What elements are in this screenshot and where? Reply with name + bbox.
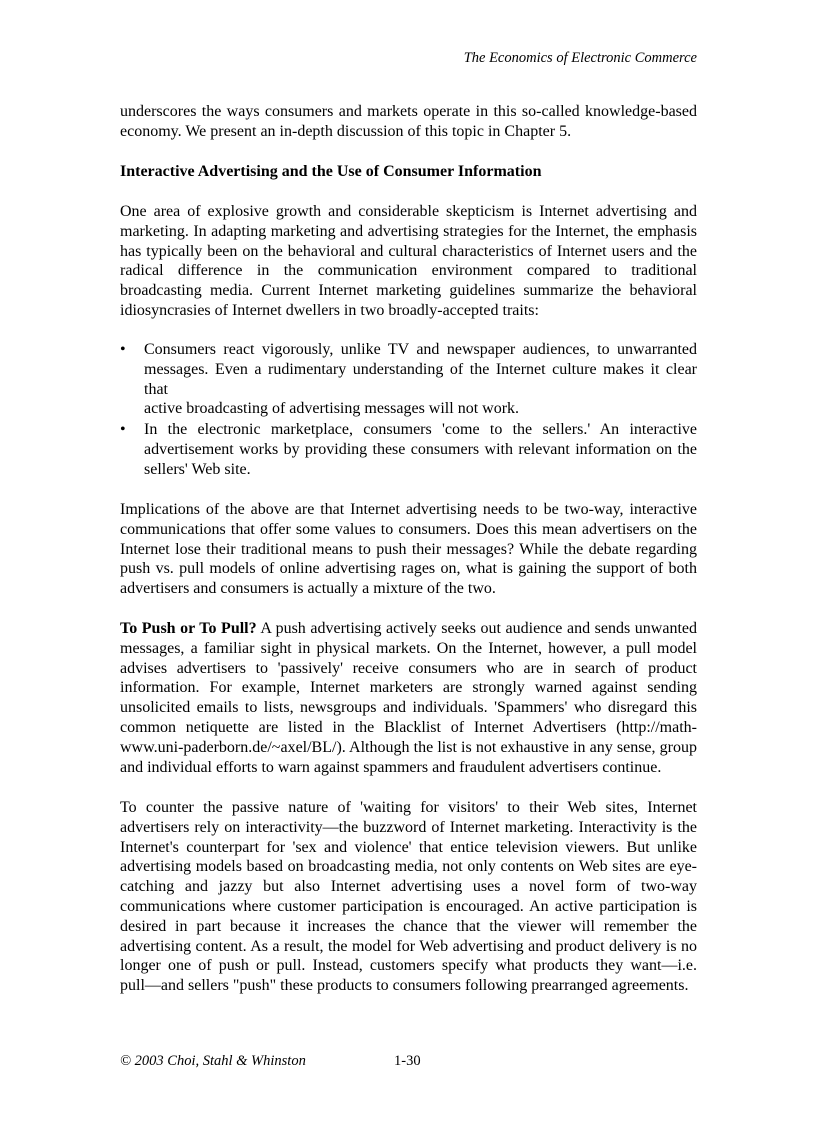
line: economy. We present an in-depth discussion of this topic in Chapter 5. [120,122,572,140]
line: information. For example, Internet marketers are strongly warned against sending [120,679,697,697]
line: advises advertisers to 'passively' receive consumers who are in search of product [120,659,697,677]
line: unsolicited emails to lists, newsgroups and individuals. 'Spammers' who disregard this [120,699,697,717]
line: underscores the ways consumers and markets operate in this so-called knowledge-based [120,103,697,120]
line: common netiquette are listed in the Blacklist of Internet Advertisers (http://math- [120,718,697,736]
line: sellers' Web site. [144,460,251,478]
line: push vs. pull models of online advertising rages on, what is gaining the support of both [120,560,697,578]
line: active broadcasting of advertising messages will not work. [144,400,520,418]
bullet-icon: • [120,341,126,358]
line-text: A push advertising actively seeks out audience and sends unwanted [256,620,698,637]
section-heading: Interactive Advertising and the Use of Consumer Information [120,163,542,180]
line: marketing. In adapting marketing and advertising strategies for the Internet, the emphasis [120,222,697,240]
line: communications where customer participation is encouraged. An active participation is [120,897,697,915]
paragraph-advertising [120,202,697,321]
line: advertisers rely on interactivity—the buzzword of Internet marketing. Interactivity is the [120,818,697,836]
line: idiosyncrasies of Internet dwellers in two broadly-accepted traits: [120,301,539,319]
line: has typically been on the behavioral and cultural characteristics of Internet users and the [120,242,697,260]
line: catching and jazzy but also Internet advertising uses a novel form of two-way [120,878,697,896]
line: Implications of the above are that Internet advertising needs to be two-way, interactive [120,501,697,518]
line: messages. Even a rudimentary understanding of the Internet culture makes it clear that [144,360,697,398]
bullet-item-2 [120,420,697,479]
run-in-heading: To Push or To Pull? [120,620,257,637]
paragraph-intro [120,102,697,142]
line: radical difference in the communication environment compared to traditional [120,262,697,280]
line: Internet's counterpart for 'sex and violence' that entice television viewers. But unlike [120,838,697,856]
line [120,619,697,639]
line: advertising content. As a result, the model for Web advertising and product delivery is no [120,937,697,955]
line: advertising models based on broadcasting media, not only contents on Web sites are eye- [120,858,697,876]
paragraph-push-pull [120,619,697,777]
line: Consumers react vigorously, unlike TV and newspaper audiences, to unwarranted [144,341,697,358]
line: broadcasting media. Current Internet marketing guidelines summarize the behavioral [120,282,697,300]
bullet-icon: • [120,421,126,438]
line: pull—and sellers "push" these products to consumers following prearranged agreements. [120,977,689,995]
line: One area of explosive growth and considerable skepticism is Internet advertising and [120,203,697,220]
paragraph-implications [120,500,697,599]
line: communications that offer some values to consumers. Does this mean advertisers on the [120,520,697,538]
footer-copyright: © 2003 Choi, Stahl & Whinston [120,1053,306,1069]
line: messages, a familiar sight in physical markets. On the Internet, however, a pull model [120,639,697,657]
line: Internet lose their traditional means to push their messages? While the debate regarding [120,540,697,558]
bullet-item-1 [120,340,697,419]
running-header: The Economics of Electronic Commerce [463,50,697,66]
page-number: 1-30 [394,1053,421,1069]
line: longer one of push or pull. Instead, customers specify what products they want—i.e. [120,957,697,975]
line: and individual efforts to warn against spammers and fraudulent advertisers continue. [120,758,662,776]
line: advertisement works by providing these consumers with relevant information on the [144,440,697,458]
paragraph-interactivity [120,798,697,996]
line: In the electronic marketplace, consumers 'come to the sellers.' An interactive [144,421,697,438]
line: To counter the passive nature of 'waiting for visitors' to their Web sites, Internet [120,799,697,816]
line: desired in part because it increases the chance that the viewer will remember the [120,917,697,935]
line: www.uni-paderborn.de/~axel/BL/). Although the list is not exhaustive in any sense, group [120,738,697,756]
line: advertisers and consumers is actually a mixture of the two. [120,580,496,598]
